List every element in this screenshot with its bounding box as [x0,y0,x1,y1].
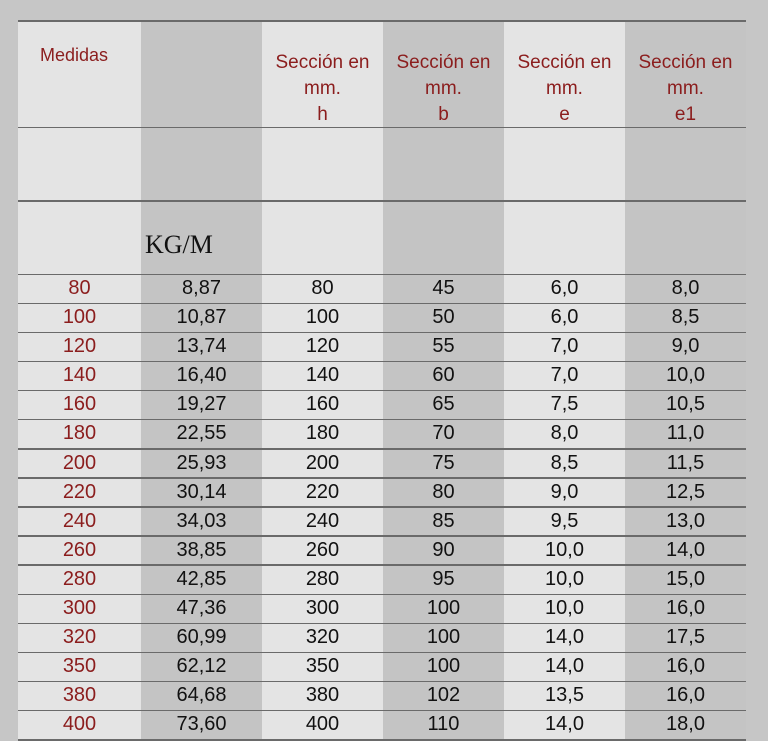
table-cell: 9,5 [504,508,625,536]
header-b-line1: Sección en [396,51,491,73]
table-cell: 16,0 [625,682,746,710]
header-medidas: Medidas [18,22,141,127]
kg-per-meter-label: KG/M [141,202,262,274]
table-cell: 14,0 [504,624,625,652]
spacer-cell [504,128,625,200]
unit-row [18,202,746,274]
header-h-line2: mm. [304,77,341,99]
table-cell: 8,0 [504,420,625,448]
table-cell: 100 [18,304,141,332]
header-h-line1: Sección en [275,51,370,73]
table-cell: 160 [262,391,383,419]
table-cell: 280 [262,566,383,594]
table-cell: 200 [262,450,383,478]
table-cell: 80 [262,275,383,303]
spacer-cell [18,128,141,200]
table-cell: 11,0 [625,420,746,448]
table-cell: 14,0 [625,537,746,565]
table-cell: 240 [262,508,383,536]
header-h-line3: h [317,103,328,125]
table-cell: 8,0 [625,275,746,303]
table-cell: 16,0 [625,595,746,623]
table-cell: 8,5 [504,450,625,478]
table-cell: 13,0 [625,508,746,536]
header-b [383,22,504,127]
table-cell: 120 [262,333,383,361]
header-b-line2: mm. [425,77,462,99]
profile-table [18,20,746,741]
spacer-cell [625,128,746,200]
table-cell: 220 [262,479,383,507]
header-blank [141,22,262,127]
table-cell: 80 [18,275,141,303]
table-cell: 6,0 [504,275,625,303]
table-body [18,275,746,739]
table-cell: 16,0 [625,653,746,681]
table-cell: 160 [18,391,141,419]
table-cell: 320 [18,624,141,652]
table-cell: 42,85 [141,566,262,594]
unit-cell [18,202,141,274]
table-cell: 11,5 [625,450,746,478]
table-row [18,333,746,361]
table-cell: 14,0 [504,653,625,681]
table-cell: 12,5 [625,479,746,507]
header-e1 [625,22,746,127]
table-row [18,711,746,739]
table-cell: 25,93 [141,450,262,478]
table-cell: 320 [262,624,383,652]
table-cell: 60 [383,362,504,390]
table-cell: 350 [18,653,141,681]
table-cell: 50 [383,304,504,332]
table-cell: 14,0 [504,711,625,739]
table-row [18,595,746,623]
unit-cell [504,202,625,274]
table-cell: 80 [383,479,504,507]
table-cell: 9,0 [504,479,625,507]
table-cell: 180 [18,420,141,448]
spacer-row [18,128,746,200]
table-cell: 60,99 [141,624,262,652]
table-cell: 6,0 [504,304,625,332]
table-cell: 73,60 [141,711,262,739]
table-cell: 45 [383,275,504,303]
header-e-line3: e [559,103,570,125]
table-cell: 17,5 [625,624,746,652]
table-cell: 300 [18,595,141,623]
table-cell: 380 [262,682,383,710]
unit-cell [262,202,383,274]
table-cell: 62,12 [141,653,262,681]
table-cell: 75 [383,450,504,478]
header-b-line3: b [438,103,449,125]
header-e1-line1: Sección en [638,51,733,73]
header-e-line1: Sección en [517,51,612,73]
table-cell: 180 [262,420,383,448]
table-cell: 34,03 [141,508,262,536]
table-cell: 200 [18,450,141,478]
table-row [18,479,746,507]
table-cell: 260 [262,537,383,565]
table-row [18,304,746,332]
table-cell: 65 [383,391,504,419]
table-cell: 100 [383,624,504,652]
table-row [18,566,746,594]
table-row [18,508,746,536]
table-cell: 240 [18,508,141,536]
spacer-cell [262,128,383,200]
table-cell: 10,87 [141,304,262,332]
table-cell: 55 [383,333,504,361]
spacer-cell [141,128,262,200]
table-cell: 10,0 [504,595,625,623]
table-row [18,624,746,652]
table-cell: 13,5 [504,682,625,710]
table-cell: 260 [18,537,141,565]
table-cell: 10,0 [504,566,625,594]
header-e-line2: mm. [546,77,583,99]
table-cell: 400 [262,711,383,739]
table-cell: 7,5 [504,391,625,419]
table-cell: 85 [383,508,504,536]
table-cell: 280 [18,566,141,594]
table-cell: 47,36 [141,595,262,623]
table-row [18,682,746,710]
table-cell: 64,68 [141,682,262,710]
table-row [18,653,746,681]
table-row [18,362,746,390]
table-cell: 7,0 [504,333,625,361]
header-e1-line2: mm. [667,77,704,99]
table-row [18,391,746,419]
table-cell: 10,0 [625,362,746,390]
header-row [18,22,746,127]
table-cell: 220 [18,479,141,507]
table-cell: 300 [262,595,383,623]
table-cell: 22,55 [141,420,262,448]
table-cell: 19,27 [141,391,262,419]
table-cell: 110 [383,711,504,739]
table-row [18,420,746,448]
spacer-cell [383,128,504,200]
header-h [262,22,383,127]
table-cell: 38,85 [141,537,262,565]
table-cell: 102 [383,682,504,710]
table-cell: 15,0 [625,566,746,594]
table-cell: 140 [262,362,383,390]
table-cell: 18,0 [625,711,746,739]
table-cell: 100 [262,304,383,332]
table-cell: 30,14 [141,479,262,507]
table-row [18,450,746,478]
table-cell: 380 [18,682,141,710]
header-e1-line3: e1 [674,103,697,125]
table-cell: 8,87 [141,275,262,303]
table-cell: 90 [383,537,504,565]
table-row [18,275,746,303]
unit-cell [625,202,746,274]
table-cell: 120 [18,333,141,361]
table-cell: 100 [383,595,504,623]
table-cell: 350 [262,653,383,681]
table-cell: 10,0 [504,537,625,565]
unit-cell [383,202,504,274]
table-cell: 7,0 [504,362,625,390]
table-cell: 16,40 [141,362,262,390]
table-cell: 70 [383,420,504,448]
table-cell: 9,0 [625,333,746,361]
table-cell: 100 [383,653,504,681]
table-cell: 13,74 [141,333,262,361]
table-cell: 8,5 [625,304,746,332]
table-cell: 140 [18,362,141,390]
header-e [504,22,625,127]
table-row [18,537,746,565]
table-cell: 400 [18,711,141,739]
table-cell: 10,5 [625,391,746,419]
table-cell: 95 [383,566,504,594]
